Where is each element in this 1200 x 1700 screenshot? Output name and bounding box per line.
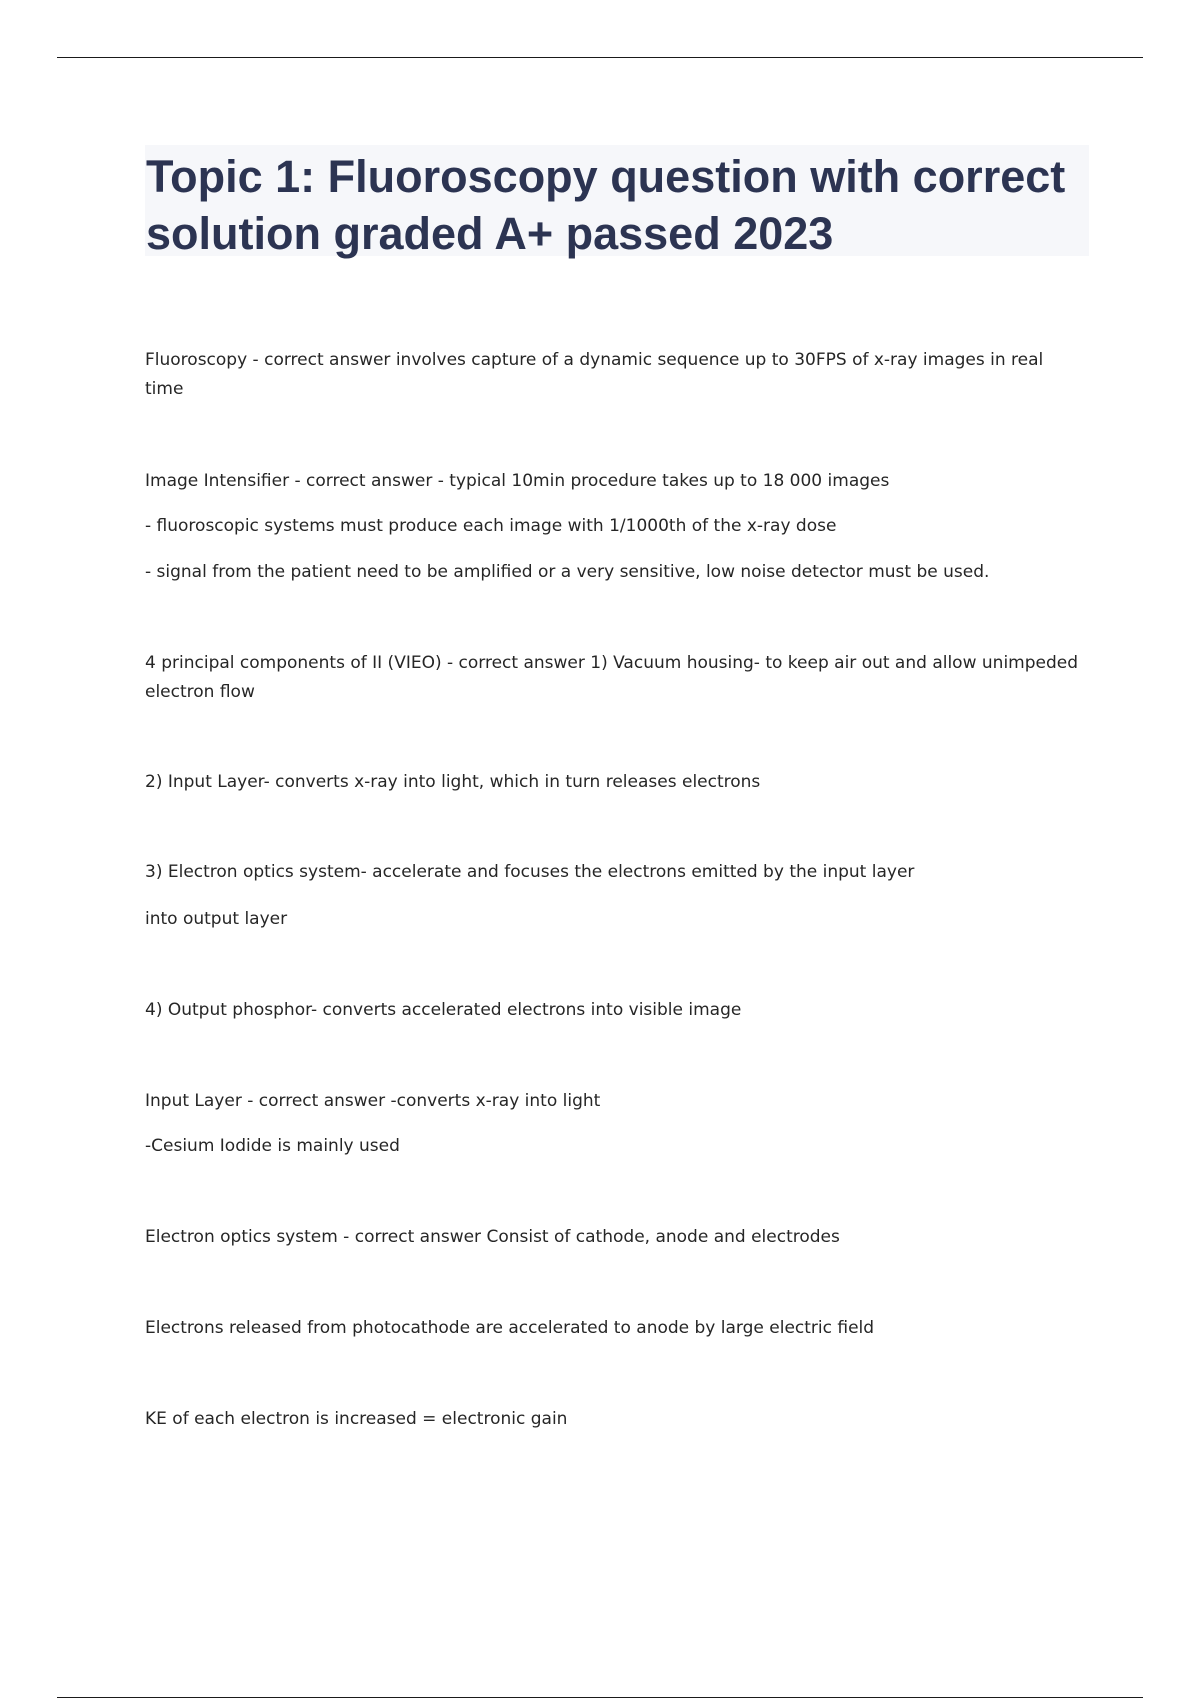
document-title: Topic 1: Fluoroscopy question with correct solution graded A+ passed 2023: [146, 151, 1066, 259]
paragraph-image-intensifier: Image Intensifier - correct answer - typical 10min procedure takes up to 18 000 images: [145, 471, 890, 491]
paragraph-electronic-gain: KE of each electron is increased = electronic gain: [145, 1409, 568, 1429]
paragraph-electron-optics-item: 3) Electron optics system- accelerate and focuses the electrons emitted by the input layer: [145, 862, 915, 882]
paragraph-principal-components: 4 principal components of II (VIEO) - correct answer 1) Vacuum housing- to keep air out and allow unimpeded electron flow: [145, 653, 1079, 702]
header-rule: [57, 57, 1143, 58]
paragraph-dose-note: - fluoroscopic systems must produce each image with 1/1000th of the x-ray dose: [145, 516, 837, 536]
paragraph-input-layer: Input Layer - correct answer -converts x-ray into light: [145, 1091, 601, 1111]
paragraph-electron-optics-system: Electron optics system - correct answer Consist of cathode, anode and electrodes: [145, 1227, 840, 1247]
paragraph-fluoroscopy: Fluoroscopy - correct answer involves capture of a dynamic sequence up to 30FPS of x-ray images in real time: [145, 350, 1044, 399]
paragraph-electron-optics-continuation: into output layer: [145, 909, 288, 929]
paragraph-cesium-iodide: -Cesium Iodide is mainly used: [145, 1136, 400, 1156]
paragraph-signal-note: - signal from the patient need to be amplified or a very sensitive, low noise detector must be used.: [145, 562, 990, 582]
footer-rule: [57, 1697, 1143, 1698]
paragraph-input-layer-item: 2) Input Layer- converts x-ray into light, which in turn releases electrons: [145, 772, 761, 792]
paragraph-output-phosphor-item: 4) Output phosphor- converts accelerated electrons into visible image: [145, 1000, 742, 1020]
paragraph-electrons-accelerated: Electrons released from photocathode are accelerated to anode by large electric field: [145, 1318, 875, 1338]
